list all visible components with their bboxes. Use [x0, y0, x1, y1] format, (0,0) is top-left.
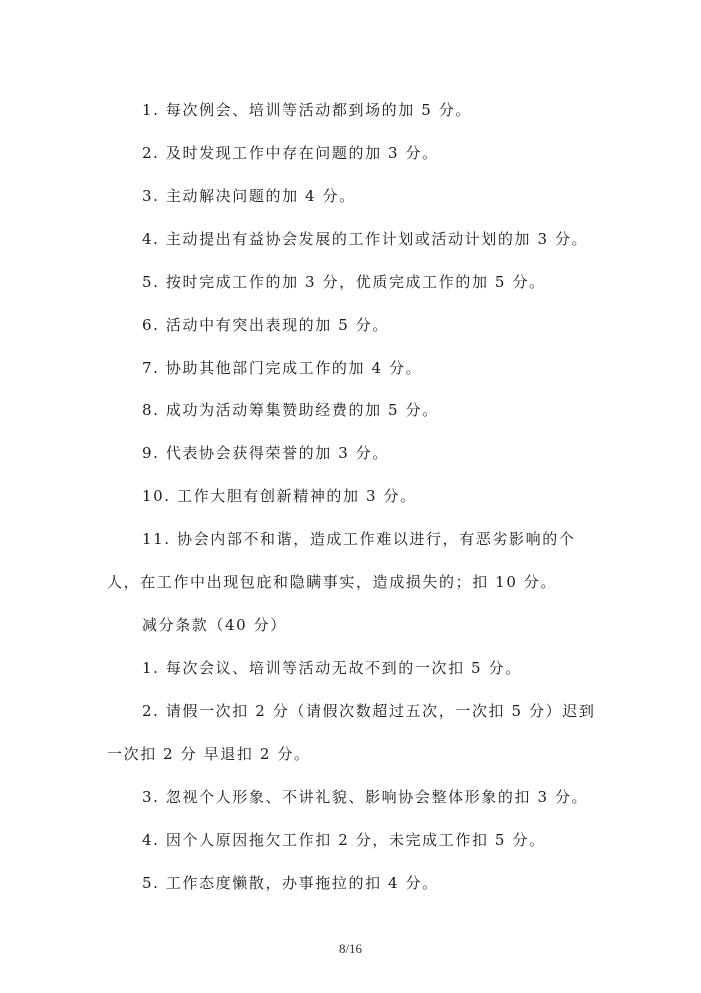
bonus-item-6: 6. 活动中有突出表现的加 5 分。	[142, 316, 389, 334]
bonus-item-3: 3. 主动解决问题的加 4 分。	[142, 187, 356, 205]
bonus-item-5: 5. 按时完成工作的加 3 分，优质完成工作的加 5 分。	[142, 273, 546, 291]
deduction-item-2-line-2: 一次扣 2 分 早退扣 2 分。	[107, 745, 311, 763]
bonus-item-7: 7. 协助其他部门完成工作的加 4 分。	[142, 359, 423, 377]
penalty-item-11-line-2: 人，在工作中出现包庇和隐瞒事实，造成损失的；扣 10 分。	[107, 573, 558, 591]
bonus-item-8: 8. 成功为活动筹集赞助经费的加 5 分。	[142, 401, 439, 419]
bonus-item-10: 10. 工作大胆有创新精神的加 3 分。	[142, 487, 417, 505]
bonus-item-1: 1. 每次例会、培训等活动都到场的加 5 分。	[142, 101, 472, 119]
penalty-item-11-line-1: 11. 协会内部不和谐，造成工作难以进行，有恶劣影响的个	[142, 530, 576, 548]
bonus-item-4: 4. 主动提出有益协会发展的工作计划或活动计划的加 3 分。	[142, 230, 589, 248]
page-number: 8/16	[338, 941, 363, 956]
deduction-item-1: 1. 每次会议、培训等活动无故不到的一次扣 5 分。	[142, 659, 522, 677]
bonus-item-9: 9. 代表协会获得荣誉的加 3 分。	[142, 444, 389, 462]
deduction-item-5: 5. 工作态度懒散，办事拖拉的扣 4 分。	[142, 874, 439, 892]
deduction-item-4: 4. 因个人原因拖欠工作扣 2 分，未完成工作扣 5 分。	[142, 831, 546, 849]
bonus-item-2: 2. 及时发现工作中存在问题的加 3 分。	[142, 144, 439, 162]
section-heading: 减分条款（40 分）	[142, 616, 287, 634]
deduction-item-3: 3. 忽视个人形象、不讲礼貌、影响协会整体形象的扣 3 分。	[142, 788, 589, 806]
deduction-item-2-line-1: 2. 请假一次扣 2 分（请假次数超过五次，一次扣 5 分）迟到	[142, 702, 596, 720]
